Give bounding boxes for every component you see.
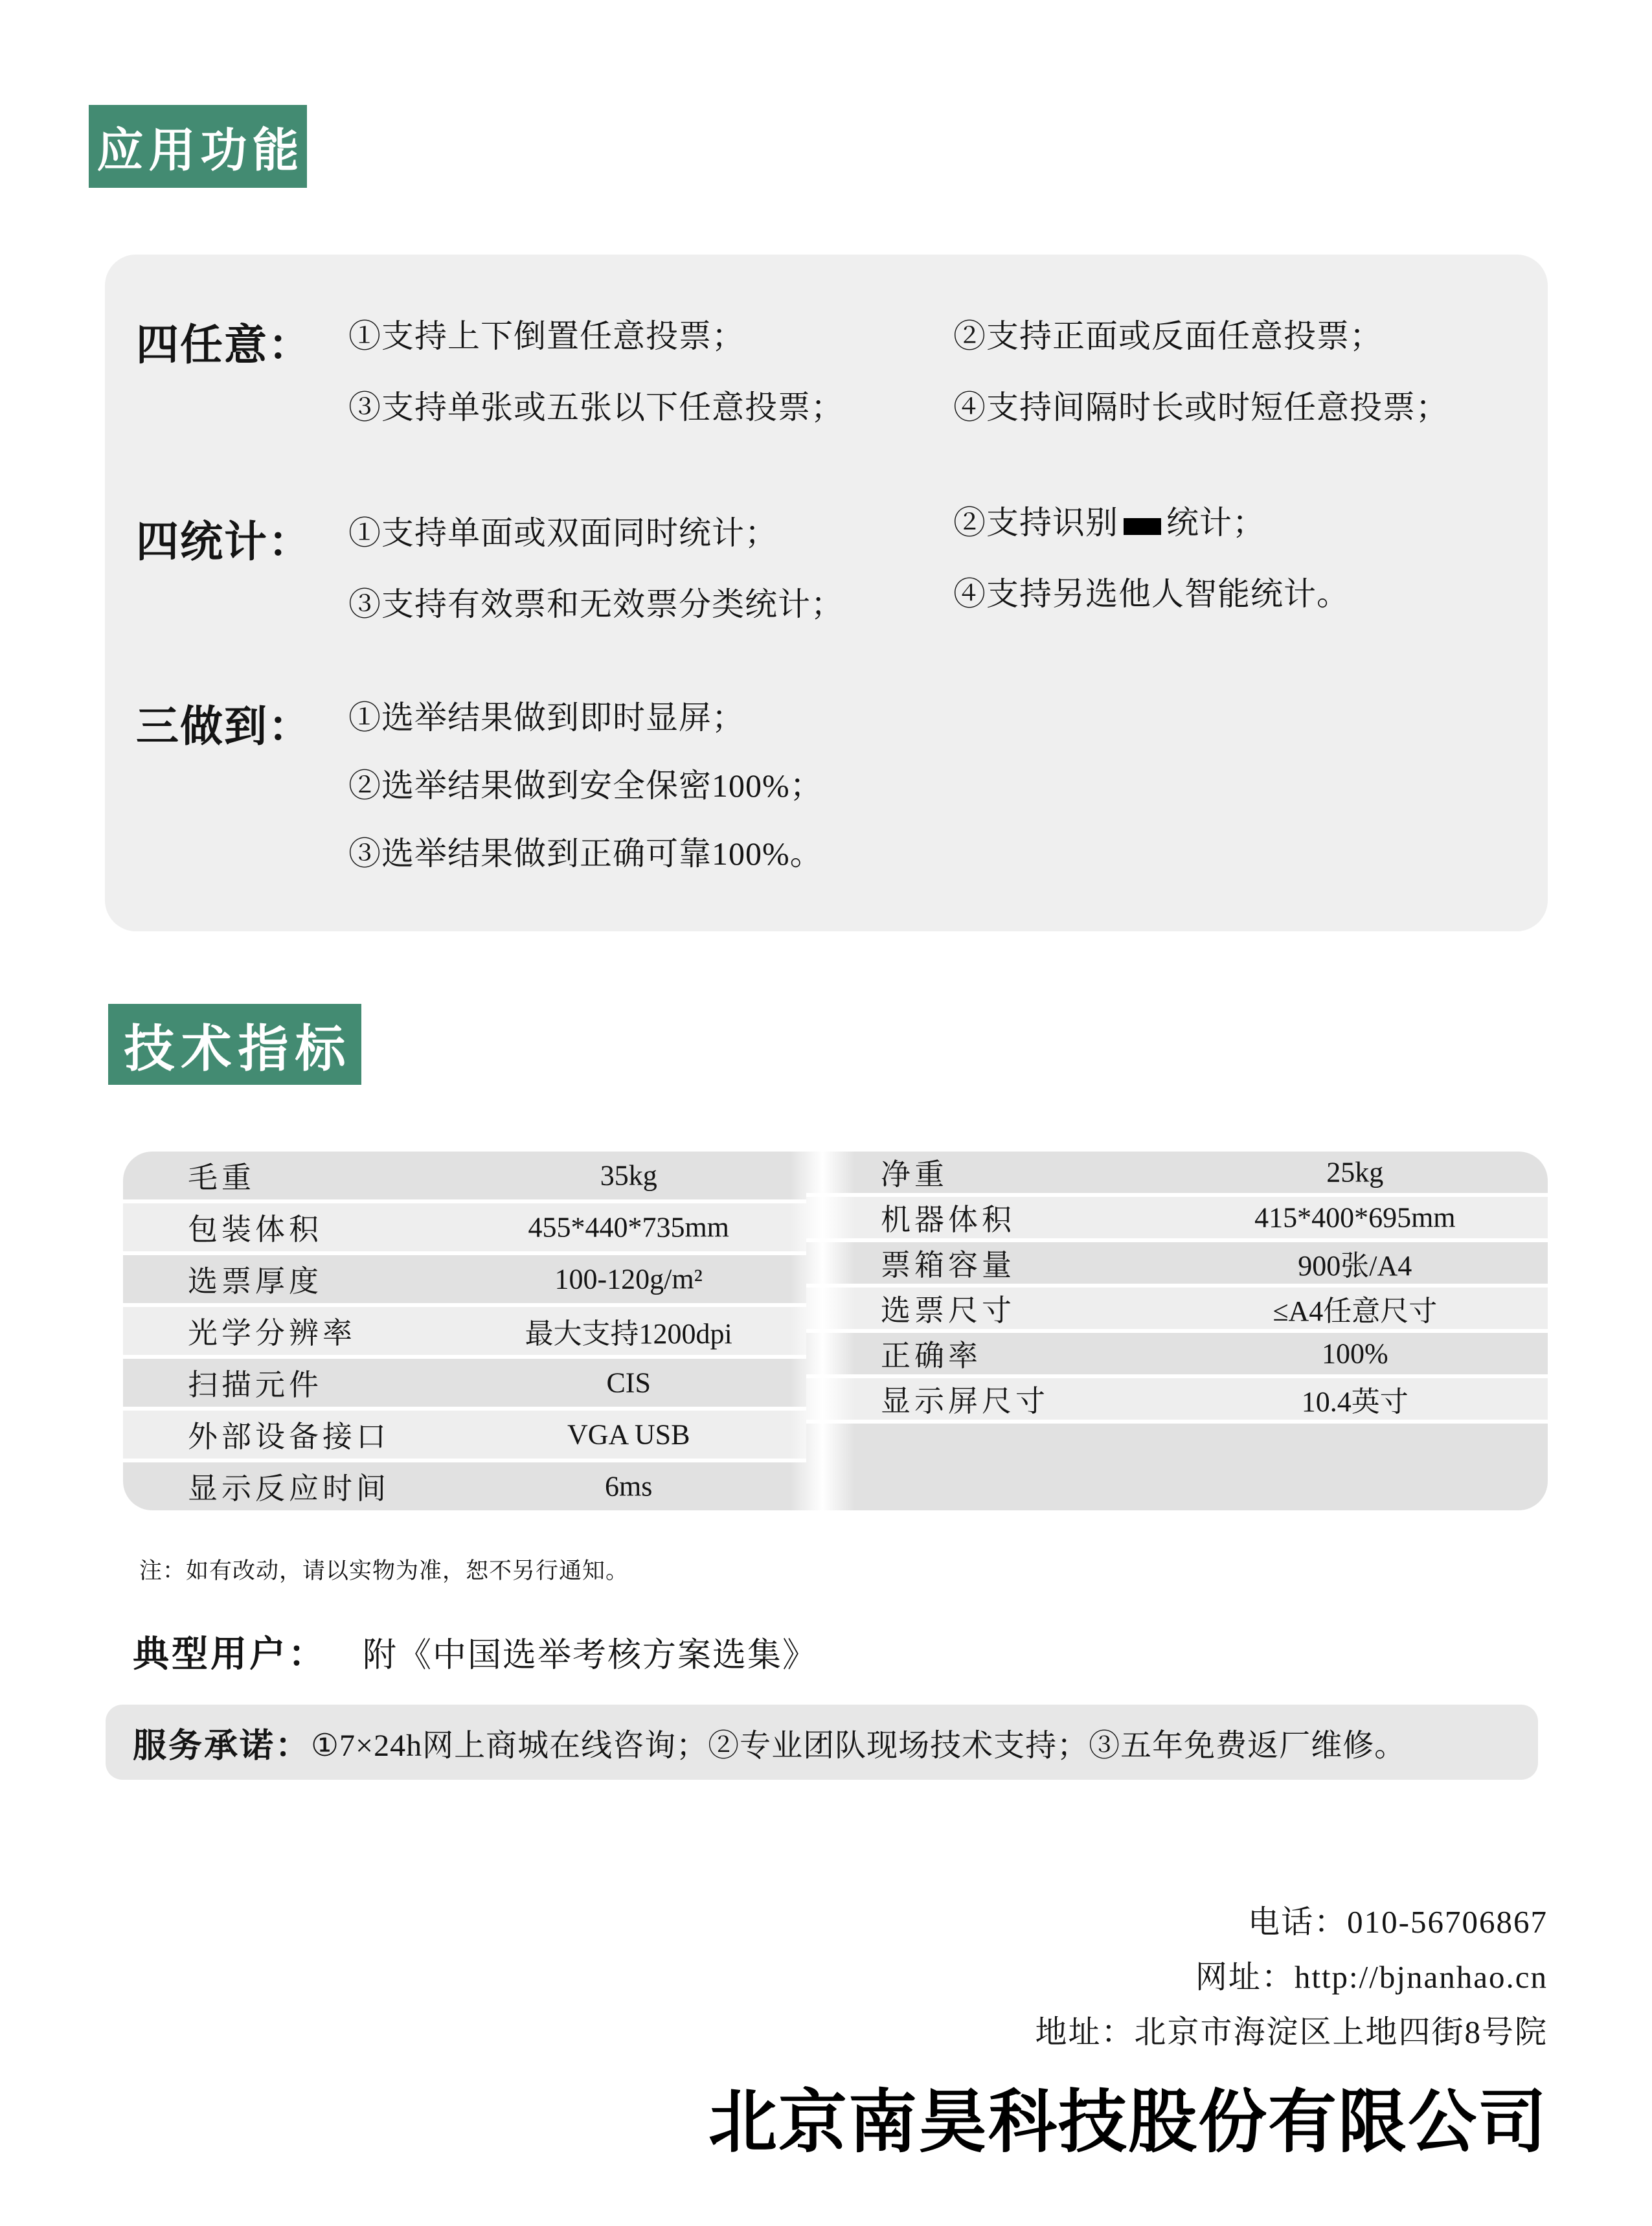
contact-phone: 电话：010-56706867 — [1248, 1904, 1548, 1940]
spec-row-label: 选票尺寸 — [881, 1294, 1015, 1327]
feature-group-items — [348, 698, 1528, 873]
feature-group-title: 四任意： — [136, 322, 312, 369]
feature-item-suffix: 统计； — [1166, 505, 1265, 541]
feature-item: ①支持单面或双面同时统计； — [348, 515, 778, 551]
contact-block — [708, 1894, 1548, 2166]
typical-users-label: 典型用户： — [133, 1635, 327, 1675]
spec-table-row — [806, 1288, 1548, 1329]
feature-group-items — [348, 505, 1528, 624]
spec-table-left-half — [123, 1152, 806, 1510]
spec-row-label: 净重 — [881, 1158, 948, 1191]
feature-item-prefix: ②支持识别 — [953, 505, 1118, 541]
tech-specs-badge-label: 技术指标 — [124, 1020, 352, 1077]
feature-item-with-mark — [953, 503, 1528, 542]
spec-row-label: 票箱容量 — [881, 1249, 1015, 1282]
spec-row-label: 扫描元件 — [188, 1369, 322, 1402]
feature-group-title: 三做到： — [136, 703, 312, 751]
spec-row-label: 包装体积 — [188, 1213, 322, 1246]
feature-item: ③支持单张或五张以下任意投票； — [348, 389, 844, 426]
feature-group-title: 四统计： — [136, 519, 312, 566]
feature-group-items — [348, 317, 1528, 427]
feature-item: ①支持上下倒置任意投票； — [348, 318, 745, 354]
spec-note: 注：如有改动，请以实物为准，恕不另行通知。 — [139, 1558, 629, 1584]
features-panel — [105, 255, 1548, 931]
contact-address: 地址：北京市海淀区上地四街8号院 — [1035, 2014, 1548, 2050]
spec-row-value: 100-120g/m² — [554, 1263, 703, 1295]
spec-table-row — [123, 1359, 806, 1407]
feature-item: ②选举结果做到安全保密100%； — [348, 767, 823, 804]
spec-row-label: 正确率 — [881, 1339, 982, 1372]
spec-row-label: 光学分辨率 — [188, 1317, 356, 1350]
service-promise-text: ①7×24h网上商城在线咨询；②专业团队现场技术支持；③五年免费返厂维修。 — [311, 1728, 1407, 1763]
spec-table — [123, 1152, 1548, 1510]
feature-item: ①选举结果做到即时显屏； — [348, 699, 745, 736]
spec-row-value: 100% — [1321, 1337, 1388, 1370]
spec-row-label: 显示屏尺寸 — [881, 1385, 1049, 1418]
typical-users-line — [133, 1626, 817, 1677]
app-functions-badge-label: 应用功能 — [96, 125, 304, 177]
spec-table-right-half — [806, 1152, 1548, 1510]
filled-mark-rectangle-icon — [1124, 518, 1161, 535]
spec-row-value: 最大支持1200dpi — [525, 1318, 732, 1350]
spec-row-value: 6ms — [605, 1470, 653, 1503]
spec-row-value: 900张/A4 — [1298, 1250, 1412, 1282]
spec-table-row — [806, 1197, 1548, 1238]
feature-item: ③支持有效票和无效票分类统计； — [348, 586, 844, 622]
spec-table-row — [806, 1242, 1548, 1284]
spec-row-value: CIS — [606, 1367, 651, 1399]
spec-table-row — [123, 1152, 806, 1199]
feature-item: ④支持间隔时长或时短任意投票； — [953, 389, 1449, 426]
service-promise-bar — [106, 1705, 1538, 1780]
spec-row-label: 外部设备接口 — [188, 1420, 390, 1453]
app-functions-badge — [89, 105, 307, 188]
spec-table-row — [806, 1152, 1548, 1193]
spec-row-value: ≤A4任意尺寸 — [1273, 1295, 1438, 1327]
service-promise-label: 服务承诺： — [133, 1727, 311, 1765]
spec-row-value: 415*400*695mm — [1254, 1201, 1456, 1234]
spec-row-value: VGA USB — [567, 1418, 690, 1451]
spec-row-label: 选票厚度 — [188, 1265, 322, 1298]
spec-table-row — [806, 1333, 1548, 1374]
feature-item: ④支持另选他人智能统计。 — [953, 576, 1350, 612]
spec-table-row — [123, 1411, 806, 1459]
feature-item: ③选举结果做到正确可靠100%。 — [348, 835, 823, 872]
contact-website: 网址：http://bjnanhao.cn — [1195, 1959, 1548, 1995]
spec-table-row — [123, 1255, 806, 1303]
company-name: 北京南昊科技股份有限公司 — [708, 2084, 1548, 2161]
spec-table-row — [123, 1307, 806, 1355]
spec-row-value: 35kg — [600, 1159, 657, 1192]
spec-row-value: 10.4英寸 — [1301, 1386, 1409, 1418]
spec-table-row — [806, 1378, 1548, 1420]
spec-row-label: 机器体积 — [881, 1203, 1015, 1236]
spec-table-row — [123, 1462, 806, 1510]
table-center-divider — [790, 1152, 855, 1510]
spec-row-label: 显示反应时间 — [188, 1472, 390, 1505]
spec-row-label: 毛重 — [188, 1161, 255, 1194]
typical-users-text: 附《中国选举考核方案选集》 — [363, 1637, 818, 1674]
tech-specs-badge — [108, 1004, 361, 1085]
feature-group-three-achievements — [136, 698, 1528, 873]
spec-row-value: 25kg — [1326, 1156, 1384, 1188]
spec-table-row — [123, 1203, 806, 1251]
feature-group-four-arbitrary — [136, 317, 1528, 427]
feature-group-four-statistics — [136, 505, 1528, 624]
spec-table-empty-row — [806, 1424, 1548, 1510]
spec-row-value: 455*440*735mm — [528, 1211, 729, 1244]
feature-item: ②支持正面或反面任意投票； — [953, 318, 1383, 354]
